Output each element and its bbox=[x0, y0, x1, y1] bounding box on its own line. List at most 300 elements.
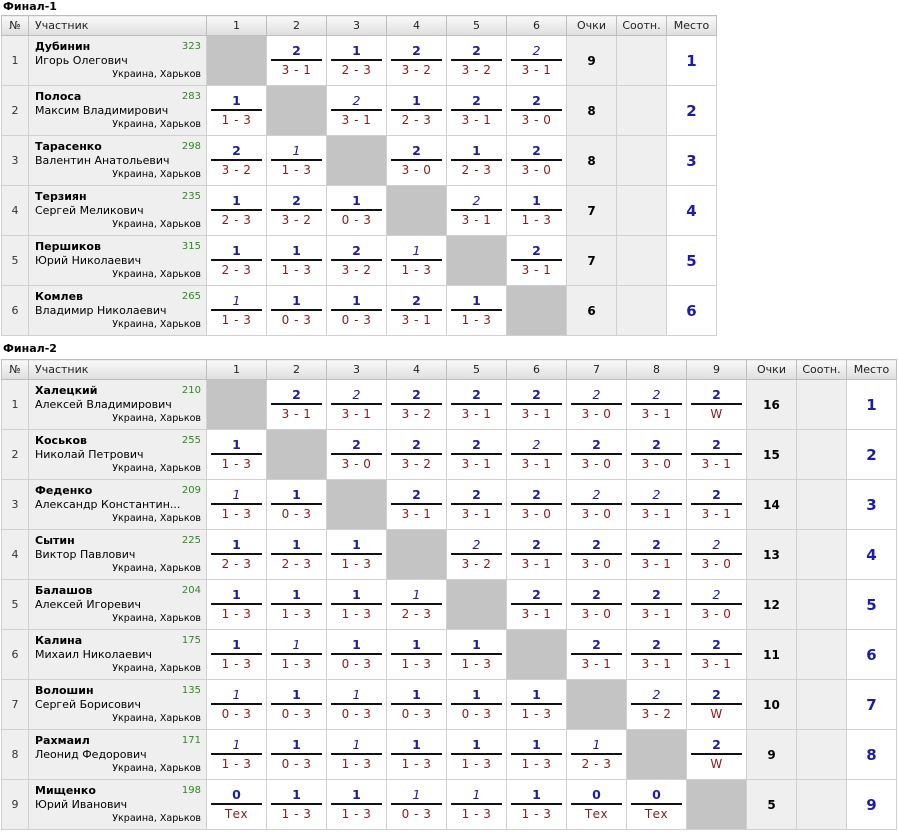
match-sets: 3 - 0 bbox=[401, 163, 432, 177]
match-score[interactable]: 1 bbox=[292, 587, 301, 602]
match-result-cell bbox=[627, 780, 687, 830]
match-score[interactable]: 2 bbox=[472, 387, 481, 402]
match-sets: Тех bbox=[644, 807, 669, 821]
match-sets: 3 - 0 bbox=[701, 607, 732, 621]
score-divider bbox=[331, 403, 382, 405]
match-score[interactable]: 2 bbox=[712, 587, 721, 602]
match-score[interactable]: 2 bbox=[592, 587, 601, 602]
place-cell: 7 bbox=[847, 680, 897, 730]
match-result bbox=[211, 143, 262, 178]
match-result-cell bbox=[627, 630, 687, 680]
match-score[interactable]: 2 bbox=[592, 387, 601, 402]
match-sets: 1 - 3 bbox=[281, 163, 312, 177]
score-divider bbox=[271, 803, 322, 805]
score-divider bbox=[511, 59, 562, 61]
header-col-2[interactable]: 2 bbox=[267, 360, 327, 380]
match-result bbox=[571, 587, 622, 622]
match-score[interactable]: 1 bbox=[472, 637, 481, 652]
match-sets: 3 - 1 bbox=[401, 313, 432, 327]
match-result-cell bbox=[447, 780, 507, 830]
match-score[interactable]: 1 bbox=[412, 587, 421, 602]
match-score[interactable]: 0 bbox=[232, 787, 241, 802]
match-score[interactable]: 1 bbox=[532, 193, 541, 208]
player-last-name[interactable]: Коськов bbox=[35, 434, 88, 447]
player-last-name[interactable]: Комлев bbox=[35, 290, 84, 303]
player-first-name: Леонид Федорович bbox=[35, 748, 147, 761]
match-result bbox=[211, 737, 262, 772]
match-score[interactable]: 1 bbox=[472, 143, 481, 158]
match-sets: 0 - 3 bbox=[281, 757, 312, 771]
match-result bbox=[511, 487, 562, 522]
table-row bbox=[2, 236, 717, 286]
header-points[interactable]: Очки bbox=[747, 360, 797, 380]
match-score[interactable]: 1 bbox=[292, 637, 301, 652]
match-score[interactable]: 1 bbox=[352, 43, 361, 58]
match-score[interactable]: 1 bbox=[352, 587, 361, 602]
match-sets: 3 - 1 bbox=[401, 507, 432, 521]
table-row bbox=[2, 286, 717, 336]
match-sets: 3 - 1 bbox=[521, 457, 552, 471]
score-divider bbox=[331, 309, 382, 311]
match-score[interactable]: 2 bbox=[652, 387, 661, 402]
table-row bbox=[2, 86, 717, 136]
score-divider bbox=[511, 209, 562, 211]
score-divider bbox=[691, 653, 742, 655]
match-sets: 3 - 1 bbox=[341, 113, 372, 127]
row-number: 9 bbox=[2, 780, 29, 830]
header-col-2[interactable]: 2 bbox=[267, 16, 327, 36]
match-result bbox=[571, 787, 622, 822]
match-result-cell bbox=[687, 580, 747, 630]
header-num[interactable]: № bbox=[2, 360, 29, 380]
ratio-cell bbox=[617, 36, 667, 86]
match-sets: 0 - 3 bbox=[401, 807, 432, 821]
match-score[interactable]: 2 bbox=[412, 143, 421, 158]
header-place[interactable]: Место bbox=[667, 16, 717, 36]
match-score[interactable]: 2 bbox=[592, 487, 601, 502]
ratio-cell bbox=[617, 186, 667, 236]
match-result-cell bbox=[387, 580, 447, 630]
match-score[interactable]: 2 bbox=[712, 737, 721, 752]
score-divider bbox=[451, 59, 502, 61]
match-score[interactable]: 1 bbox=[472, 687, 481, 702]
match-score[interactable]: 1 bbox=[232, 587, 241, 602]
match-score[interactable]: 2 bbox=[412, 293, 421, 308]
match-score[interactable]: 2 bbox=[532, 487, 541, 502]
match-result bbox=[391, 687, 442, 722]
header-col-6[interactable]: 6 bbox=[507, 16, 567, 36]
match-result bbox=[211, 787, 262, 822]
match-score[interactable]: 2 bbox=[412, 387, 421, 402]
points-cell: 9 bbox=[747, 730, 797, 780]
match-score[interactable]: 2 bbox=[352, 437, 361, 452]
match-score[interactable]: 1 bbox=[412, 687, 421, 702]
match-score[interactable]: 2 bbox=[292, 43, 301, 58]
match-score[interactable]: 2 bbox=[232, 143, 241, 158]
points-cell: 10 bbox=[747, 680, 797, 730]
match-result-cell bbox=[267, 680, 327, 730]
score-divider bbox=[211, 803, 262, 805]
match-score[interactable]: 2 bbox=[292, 193, 301, 208]
match-score[interactable]: 1 bbox=[232, 537, 241, 552]
score-divider bbox=[631, 703, 682, 705]
match-score[interactable]: 1 bbox=[292, 293, 301, 308]
place-cell: 1 bbox=[847, 380, 897, 430]
match-result bbox=[331, 787, 382, 822]
match-score[interactable]: 1 bbox=[352, 787, 361, 802]
match-score[interactable]: 1 bbox=[232, 687, 241, 702]
header-col-3[interactable]: 3 bbox=[327, 360, 387, 380]
match-result-cell bbox=[507, 530, 567, 580]
match-sets: 0 - 3 bbox=[401, 707, 432, 721]
match-result bbox=[391, 293, 442, 328]
match-sets: 1 - 3 bbox=[341, 557, 372, 571]
match-result-cell bbox=[687, 430, 747, 480]
match-result bbox=[271, 293, 322, 328]
match-score[interactable]: 1 bbox=[292, 787, 301, 802]
match-sets: 0 - 3 bbox=[221, 707, 252, 721]
match-result-cell bbox=[567, 730, 627, 780]
match-score[interactable]: 2 bbox=[712, 487, 721, 502]
match-score[interactable]: 1 bbox=[472, 787, 481, 802]
match-score[interactable]: 2 bbox=[472, 93, 481, 108]
header-col-5[interactable]: 5 bbox=[447, 360, 507, 380]
place-cell: 2 bbox=[667, 86, 717, 136]
match-score[interactable]: 2 bbox=[412, 487, 421, 502]
match-result bbox=[271, 687, 322, 722]
match-sets: 3 - 1 bbox=[581, 657, 612, 671]
match-result bbox=[271, 487, 322, 522]
player-cell bbox=[29, 136, 207, 186]
self-match-cell bbox=[207, 380, 267, 430]
match-score[interactable]: 2 bbox=[652, 537, 661, 552]
header-col-4[interactable]: 4 bbox=[387, 16, 447, 36]
match-score[interactable]: 1 bbox=[592, 737, 601, 752]
match-result bbox=[211, 193, 262, 228]
match-score[interactable]: 1 bbox=[532, 687, 541, 702]
match-result bbox=[331, 387, 382, 422]
match-score[interactable]: 1 bbox=[232, 737, 241, 752]
match-score[interactable]: 2 bbox=[532, 537, 541, 552]
match-score[interactable]: 1 bbox=[472, 737, 481, 752]
match-sets: 3 - 0 bbox=[581, 557, 612, 571]
match-result-cell bbox=[447, 730, 507, 780]
match-result bbox=[511, 143, 562, 178]
player-last-name[interactable]: Терзиян bbox=[35, 190, 87, 203]
player-last-name[interactable]: Сытин bbox=[35, 534, 75, 547]
match-score[interactable]: 2 bbox=[712, 537, 721, 552]
points-cell: 7 bbox=[567, 236, 617, 286]
match-score[interactable]: 1 bbox=[352, 293, 361, 308]
match-sets: 0 - 3 bbox=[461, 707, 492, 721]
match-score[interactable]: 2 bbox=[532, 437, 541, 452]
match-result-cell bbox=[627, 480, 687, 530]
match-result bbox=[451, 437, 502, 472]
match-score[interactable]: 2 bbox=[412, 437, 421, 452]
match-result bbox=[211, 93, 262, 128]
match-result-cell bbox=[387, 730, 447, 780]
player-last-name[interactable]: Дубинин bbox=[35, 40, 91, 53]
match-result-cell bbox=[627, 580, 687, 630]
player-last-name[interactable]: Полоса bbox=[35, 90, 82, 103]
match-score[interactable]: 1 bbox=[412, 93, 421, 108]
match-sets: 3 - 0 bbox=[581, 407, 612, 421]
match-result-cell bbox=[327, 86, 387, 136]
match-score[interactable]: 0 bbox=[652, 787, 661, 802]
match-result-cell bbox=[507, 480, 567, 530]
match-sets: 0 - 3 bbox=[341, 213, 372, 227]
match-score[interactable]: 2 bbox=[712, 437, 721, 452]
match-score[interactable]: 2 bbox=[592, 437, 601, 452]
match-score[interactable]: 2 bbox=[352, 387, 361, 402]
player-last-name[interactable]: Тарасенко bbox=[35, 140, 102, 153]
header-col-8[interactable]: 8 bbox=[627, 360, 687, 380]
ratio-cell bbox=[797, 580, 847, 630]
match-score[interactable]: 1 bbox=[232, 193, 241, 208]
match-score[interactable]: 1 bbox=[232, 243, 241, 258]
player-last-name[interactable]: Балашов bbox=[35, 584, 93, 597]
header-col-1[interactable]: 1 bbox=[207, 16, 267, 36]
score-divider bbox=[451, 403, 502, 405]
table-row bbox=[2, 680, 897, 730]
match-score[interactable]: 1 bbox=[352, 537, 361, 552]
match-score[interactable]: 2 bbox=[532, 143, 541, 158]
match-result bbox=[691, 487, 742, 522]
match-result-cell bbox=[687, 530, 747, 580]
match-score[interactable]: 2 bbox=[712, 387, 721, 402]
match-score[interactable]: 1 bbox=[232, 437, 241, 452]
match-sets: 1 - 3 bbox=[401, 757, 432, 771]
match-result-cell bbox=[567, 780, 627, 830]
match-score[interactable]: 2 bbox=[532, 243, 541, 258]
match-result bbox=[451, 293, 502, 328]
score-divider bbox=[631, 553, 682, 555]
self-match-cell bbox=[567, 680, 627, 730]
match-score[interactable]: 2 bbox=[532, 43, 541, 58]
score-divider bbox=[331, 803, 382, 805]
match-result-cell bbox=[327, 430, 387, 480]
match-score[interactable]: 2 bbox=[652, 487, 661, 502]
match-score[interactable]: 1 bbox=[352, 637, 361, 652]
match-result bbox=[211, 437, 262, 472]
match-result bbox=[571, 387, 622, 422]
match-result-cell bbox=[687, 630, 747, 680]
score-divider bbox=[391, 259, 442, 261]
score-divider bbox=[691, 553, 742, 555]
header-row bbox=[2, 360, 897, 380]
score-divider bbox=[511, 453, 562, 455]
score-divider bbox=[451, 109, 502, 111]
match-result-cell bbox=[447, 630, 507, 680]
match-sets: 3 - 1 bbox=[281, 407, 312, 421]
player-last-name[interactable]: Феденко bbox=[35, 484, 93, 497]
place-cell: 3 bbox=[847, 480, 897, 530]
player-first-name: Алексей Владимирович bbox=[35, 398, 172, 411]
score-divider bbox=[331, 59, 382, 61]
header-col-3[interactable]: 3 bbox=[327, 16, 387, 36]
score-divider bbox=[571, 503, 622, 505]
match-score[interactable]: 1 bbox=[232, 293, 241, 308]
match-score[interactable]: 1 bbox=[352, 193, 361, 208]
match-result bbox=[391, 437, 442, 472]
score-divider bbox=[391, 603, 442, 605]
header-player[interactable]: Участник bbox=[29, 16, 207, 36]
place-cell: 4 bbox=[667, 186, 717, 236]
match-result-cell bbox=[447, 530, 507, 580]
match-score[interactable]: 2 bbox=[472, 437, 481, 452]
self-match-cell bbox=[267, 86, 327, 136]
header-place[interactable]: Место bbox=[847, 360, 897, 380]
match-score[interactable]: 1 bbox=[532, 737, 541, 752]
header-points[interactable]: Очки bbox=[567, 16, 617, 36]
match-result bbox=[331, 243, 382, 278]
match-score[interactable]: 1 bbox=[532, 787, 541, 802]
score-divider bbox=[691, 403, 742, 405]
header-ratio[interactable]: Соотн. bbox=[617, 16, 667, 36]
ratio-cell bbox=[797, 630, 847, 680]
match-score[interactable]: 2 bbox=[352, 93, 361, 108]
match-result bbox=[631, 587, 682, 622]
header-col-4[interactable]: 4 bbox=[387, 360, 447, 380]
match-score[interactable]: 2 bbox=[652, 687, 661, 702]
match-result bbox=[511, 193, 562, 228]
match-score[interactable]: 1 bbox=[292, 143, 301, 158]
header-num[interactable]: № bbox=[2, 16, 29, 36]
player-last-name[interactable]: Рахмаил bbox=[35, 734, 90, 747]
score-divider bbox=[331, 603, 382, 605]
match-result bbox=[211, 487, 262, 522]
header-col-6[interactable]: 6 bbox=[507, 360, 567, 380]
player-first-name: Виктор Павлович bbox=[35, 548, 136, 561]
header-ratio[interactable]: Соотн. bbox=[797, 360, 847, 380]
match-sets: 3 - 2 bbox=[281, 213, 312, 227]
match-score[interactable]: 2 bbox=[532, 387, 541, 402]
match-score[interactable]: 1 bbox=[232, 93, 241, 108]
match-result-cell bbox=[267, 236, 327, 286]
score-divider bbox=[511, 403, 562, 405]
match-score[interactable]: 1 bbox=[232, 637, 241, 652]
player-last-name[interactable]: Волошин bbox=[35, 684, 94, 697]
player-location: Украина, Харьков bbox=[112, 563, 201, 574]
match-score[interactable]: 2 bbox=[472, 193, 481, 208]
match-result bbox=[631, 487, 682, 522]
score-divider bbox=[631, 603, 682, 605]
match-result bbox=[451, 387, 502, 422]
match-sets: 1 - 3 bbox=[521, 213, 552, 227]
header-col-1[interactable]: 1 bbox=[207, 360, 267, 380]
header-col-5[interactable]: 5 bbox=[447, 16, 507, 36]
match-score[interactable]: 2 bbox=[652, 437, 661, 452]
player-last-name[interactable]: Першиков bbox=[35, 240, 101, 253]
ratio-cell bbox=[797, 380, 847, 430]
score-divider bbox=[271, 553, 322, 555]
match-score[interactable]: 2 bbox=[292, 387, 301, 402]
score-divider bbox=[451, 209, 502, 211]
match-score[interactable]: 1 bbox=[352, 687, 361, 702]
score-divider bbox=[511, 553, 562, 555]
match-score[interactable]: 1 bbox=[292, 687, 301, 702]
match-score[interactable]: 2 bbox=[412, 43, 421, 58]
match-result-cell bbox=[507, 430, 567, 480]
match-score[interactable]: 1 bbox=[352, 737, 361, 752]
match-score[interactable]: 2 bbox=[592, 537, 601, 552]
match-score[interactable]: 2 bbox=[592, 637, 601, 652]
self-match-cell bbox=[327, 480, 387, 530]
match-score[interactable]: 0 bbox=[592, 787, 601, 802]
match-score[interactable]: 1 bbox=[412, 637, 421, 652]
match-result-cell bbox=[387, 236, 447, 286]
match-score[interactable]: 2 bbox=[472, 487, 481, 502]
match-result-cell bbox=[627, 380, 687, 430]
place-cell: 9 bbox=[847, 780, 897, 830]
match-score[interactable]: 1 bbox=[292, 243, 301, 258]
match-result bbox=[511, 43, 562, 78]
match-score[interactable]: 2 bbox=[532, 93, 541, 108]
match-score[interactable]: 2 bbox=[652, 637, 661, 652]
player-last-name[interactable]: Мищенко bbox=[35, 784, 96, 797]
player-first-name: Алексей Игоревич bbox=[35, 598, 142, 611]
match-result bbox=[511, 93, 562, 128]
player-last-name[interactable]: Халецкий bbox=[35, 384, 98, 397]
score-divider bbox=[211, 453, 262, 455]
match-score[interactable]: 1 bbox=[292, 487, 301, 502]
match-sets: 1 - 3 bbox=[461, 757, 492, 771]
match-result bbox=[631, 437, 682, 472]
place-cell: 5 bbox=[667, 236, 717, 286]
match-result bbox=[271, 787, 322, 822]
table-row bbox=[2, 430, 897, 480]
match-score[interactable]: 1 bbox=[292, 737, 301, 752]
self-match-cell bbox=[387, 530, 447, 580]
match-score[interactable]: 2 bbox=[652, 587, 661, 602]
match-score[interactable]: 2 bbox=[352, 243, 361, 258]
match-score[interactable]: 1 bbox=[412, 243, 421, 258]
player-location: Украина, Харьков bbox=[112, 613, 201, 624]
match-result-cell bbox=[327, 380, 387, 430]
match-result bbox=[511, 587, 562, 622]
match-sets: 3 - 1 bbox=[341, 407, 372, 421]
match-score[interactable]: 2 bbox=[712, 637, 721, 652]
score-divider bbox=[211, 259, 262, 261]
match-result-cell bbox=[627, 430, 687, 480]
player-cell bbox=[29, 186, 207, 236]
points-cell: 7 bbox=[567, 186, 617, 236]
score-divider bbox=[391, 59, 442, 61]
match-score[interactable]: 1 bbox=[292, 537, 301, 552]
match-result bbox=[451, 637, 502, 672]
points-cell: 6 bbox=[567, 286, 617, 336]
match-sets: 0 - 3 bbox=[341, 313, 372, 327]
player-last-name[interactable]: Калина bbox=[35, 634, 83, 647]
header-col-9[interactable]: 9 bbox=[687, 360, 747, 380]
match-result-cell bbox=[567, 630, 627, 680]
score-divider bbox=[511, 803, 562, 805]
header-player[interactable]: Участник bbox=[29, 360, 207, 380]
match-score[interactable]: 2 bbox=[712, 687, 721, 702]
header-col-7[interactable]: 7 bbox=[567, 360, 627, 380]
match-score[interactable]: 2 bbox=[472, 43, 481, 58]
match-score[interactable]: 1 bbox=[412, 737, 421, 752]
player-rating: 265 bbox=[181, 291, 201, 302]
match-score[interactable]: 1 bbox=[232, 487, 241, 502]
match-score[interactable]: 2 bbox=[532, 587, 541, 602]
score-divider bbox=[271, 159, 322, 161]
match-score[interactable]: 2 bbox=[472, 537, 481, 552]
score-divider bbox=[451, 703, 502, 705]
match-score[interactable]: 1 bbox=[472, 293, 481, 308]
match-score[interactable]: 1 bbox=[412, 787, 421, 802]
match-result bbox=[451, 487, 502, 522]
